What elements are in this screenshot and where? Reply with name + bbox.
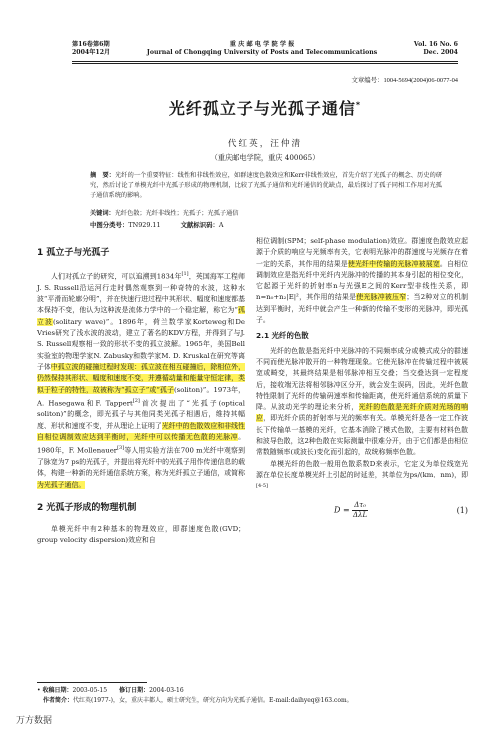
keywords	[90, 209, 442, 219]
highlighted-text: 为光孤子通信。	[37, 480, 86, 489]
section-heading-2: 2 光孤子形成的物理机制	[37, 502, 137, 513]
paragraph-spm	[256, 236, 468, 326]
footnote-bio	[37, 696, 458, 706]
footnote	[37, 686, 458, 706]
subsection-heading-2-1: 2.1 光纤的色散	[256, 331, 309, 341]
abstract-label: 摘 要：	[90, 172, 116, 179]
text-run: (soliton)”。1973年，A. Hasegawa和F. Tappert	[37, 385, 245, 408]
footnote-dates: • 收稿日期：2003-05-15 修订日期：2004-03-16	[37, 687, 184, 694]
equation-number: (1)	[456, 505, 468, 515]
text-run: ；当2种对立的机制达到平衡时，光纤中就会产生一种新的传输不变形的光脉冲，即光孤子。	[256, 293, 468, 325]
highlighted-text: 孤立波	[37, 306, 246, 326]
header-right	[414, 41, 458, 63]
column-right	[256, 236, 468, 520]
journal-name-en: Journal of Chongqing University of Posts and Telecommunications	[146, 49, 378, 56]
header-left	[72, 41, 110, 63]
highlighted-text: 使光纤中传输的光脉冲被展宽	[347, 259, 440, 268]
text-run: 单模光纤的色散一般用色散系数D来表示，它定义为单位线宽光源在单位长度单模光纤上引起的时延差，其单位为ps/(km．nm)，即	[256, 459, 468, 479]
journal-name-cn: 重 庆 邮 电 学 院 学 报	[229, 41, 295, 48]
text-run: 相位调制(SPM；self-phase modulation)效应。群速度色散效应起源于介质的响应与光频率有关，它表明光脉冲的群速度与光频存在着一定的关系，其作用的结果是	[256, 237, 468, 268]
text-run: 。自相位调制效应是指光纤中光纤内光脉冲的传播的其本身引起的相位变化，它起源于光纤的折射率n与光强E之间的Kerr型非线性关系，即n=n₀+n₂|E|²，其作用的结果是	[256, 259, 469, 302]
citation: [3]	[117, 445, 125, 452]
doc-code-label: 文献标识码：	[180, 221, 219, 229]
highlighted-text: 光纤中的色散效应和非线性自相位调制效应达到平衡时，光纤中可以传播无色散的光脉冲	[37, 421, 246, 442]
classification	[90, 220, 442, 229]
doc-code	[181, 220, 224, 229]
revised-label: 修订日期：	[119, 687, 150, 694]
highlighted-text: 使光脉冲被压窄	[356, 293, 407, 302]
equation-1	[256, 501, 468, 520]
equation-lhs: D =	[334, 505, 353, 515]
paragraph-mechanism: 单模光纤中有2种基本的物理效应，即群速度色散(GVD；group velocity dispersion)效应和自	[37, 525, 245, 545]
citation: [1]	[181, 271, 189, 278]
text-run: 。1980年，F. Mollenauer	[37, 433, 245, 455]
highlighted-text: 光纤的色散是光纤介质对光场的响应	[256, 403, 469, 423]
text-run: ，即光纤介质的折射率与光的频率有关。单模光纤是各一定工作波长下传输单一基模的光纤，它基本消除了模式色散，主要有材料色散和波导色散，这2种色散在实际测量中很难分开，由于它们都是由相位常数随频率(或波长)变化而引起的，故统称频率色散。	[256, 414, 469, 457]
text-run: 光纤的色散是指光纤中光脉冲的不同频率成分或模式成分的群速不同而使光脉冲散开的一种物理现象。它使光脉冲在传输过程中被展宽或畸变，其最终结果是相邻脉冲相互交叠；当交叠达到一定程度后，接收端无法将相邻脉冲区分开，就会发生误码，因此，光纤色散特性限制了光纤的传输码速率和传输距离，使光纤通信系统的质量下降。从波动光学的理论来分析，	[256, 346, 468, 412]
text-run: (solitary wave)”。1896年，荷兰数学家Korteweg和De Vries研究了浅水波的波动，建立了著名的KDV方程，并得到了与J. S. Russell观察相一致的形状不变的孤立波解。1965年，美国Bell实验室的物理学家N. Zabusky和数学家M. D. Kruskal在研究等离子体	[37, 317, 246, 371]
equation-fraction	[352, 501, 368, 520]
bio-label: 作者简介：	[43, 697, 74, 704]
equation-numerator: Δτ₀	[354, 500, 366, 509]
article-number: 文章编号：1004-5694(2004)06-0077-04	[351, 77, 458, 84]
text-run: 等人用实验方法在700 m光纤中观察到了脉宽为7 ps的光孤子，并提出将光纤中的光孤子用作传递信息的载体，构建一种新的光纤通信系统方案，称为光纤孤立子通信，或简称	[37, 446, 245, 478]
equation-denominator: ΔλL	[353, 510, 368, 519]
header-center	[147, 41, 377, 63]
header-rule-thin	[72, 63, 458, 64]
text-run: ，英国海军工程师J. S. Russell沿运河行走时偶然观察到一种奇特的水波，这种水波“平滑而轮廓分明”，并在快速行进过程中其形状、幅度和速度都基本保持不变，他认为这种波是流体力学中的一个稳定解，称它为“	[37, 272, 245, 315]
highlighted-text: 中孤立波的碰撞过程时发现：孤立波在相互碰撞后，除相位外，仍然保持其形状、幅度和速度不变，并遵循动量和能量守恒定律，类似于粒子的特性，故被称为“孤立子”或“孤子	[37, 362, 246, 394]
abstract-text: 光纤的一个重要特征：线性和非线性效应，如群速度色散效应和Kerr非线性效应，首先介绍了光孤子的概念、历史的研究，然后讨论了单模光纤中光孤子形成的物理机制，比较了光孤子通信和光纤通信的优缺点，最后探讨了孤子同相工作用对光孤子通信系统的影响。	[90, 172, 443, 199]
clc-label: 中图分类号：	[90, 221, 129, 229]
section-heading-1: 1 孤立子与光孤子	[37, 248, 110, 258]
bio-text: 代红英(1977-)，女，重庆丰都人，硕士研究生，研究方向为光孤子通信。E-mail:daihyeq@163.com。	[73, 697, 353, 704]
revised-date: 2004-03-16	[149, 687, 184, 694]
paragraph-dispersion-coefficient	[256, 459, 468, 495]
paragraph-history	[37, 269, 245, 491]
header-date-en: Dec. 2004	[423, 49, 458, 56]
watermark: 万方数据	[16, 716, 53, 726]
citation: [4-5]	[256, 483, 268, 490]
header-volume-en: Vol. 16 No. 6	[413, 41, 458, 48]
keywords-label: 关键词：	[90, 210, 115, 217]
title-footnote-mark: *	[355, 100, 362, 110]
paper-title-text: 光纤孤立子与光孤子通信	[168, 99, 356, 118]
paragraph-dispersion	[256, 346, 468, 459]
text-run: 首次提出了“光孤子(optical soliton)”的概念，即光孤子与其他同类光孤子相遇后，维持其幅度、形状和速度不变，并从理论上证明了	[37, 399, 245, 430]
header-rule	[72, 61, 458, 62]
paper-affiliation: （重庆邮电学院，重庆 400065）	[210, 153, 320, 162]
paper-authors: 代红英，汪仲清	[227, 139, 303, 149]
journal-header	[72, 41, 458, 63]
received-date: 2003-05-15	[72, 687, 108, 694]
citation: [2]	[132, 397, 140, 404]
abstract	[90, 171, 442, 201]
paper-title	[72, 96, 458, 119]
text-run: 人们对孤立子的研究，可以追溯到1834年	[51, 272, 182, 281]
doc-code-value: A	[218, 221, 224, 229]
header-volume: 第16卷第6期	[72, 41, 110, 48]
keywords-text: 光纤色散；光纤非线性；光孤子；光孤子通信	[114, 210, 239, 217]
footnote-rule	[37, 682, 147, 683]
received-label: 收稿日期：	[42, 687, 73, 694]
clc-value: TN929.11	[128, 221, 161, 229]
header-date: 2004年12月	[72, 49, 111, 56]
column-left	[37, 236, 245, 547]
equation-body	[334, 501, 368, 520]
clc-number	[90, 220, 161, 229]
